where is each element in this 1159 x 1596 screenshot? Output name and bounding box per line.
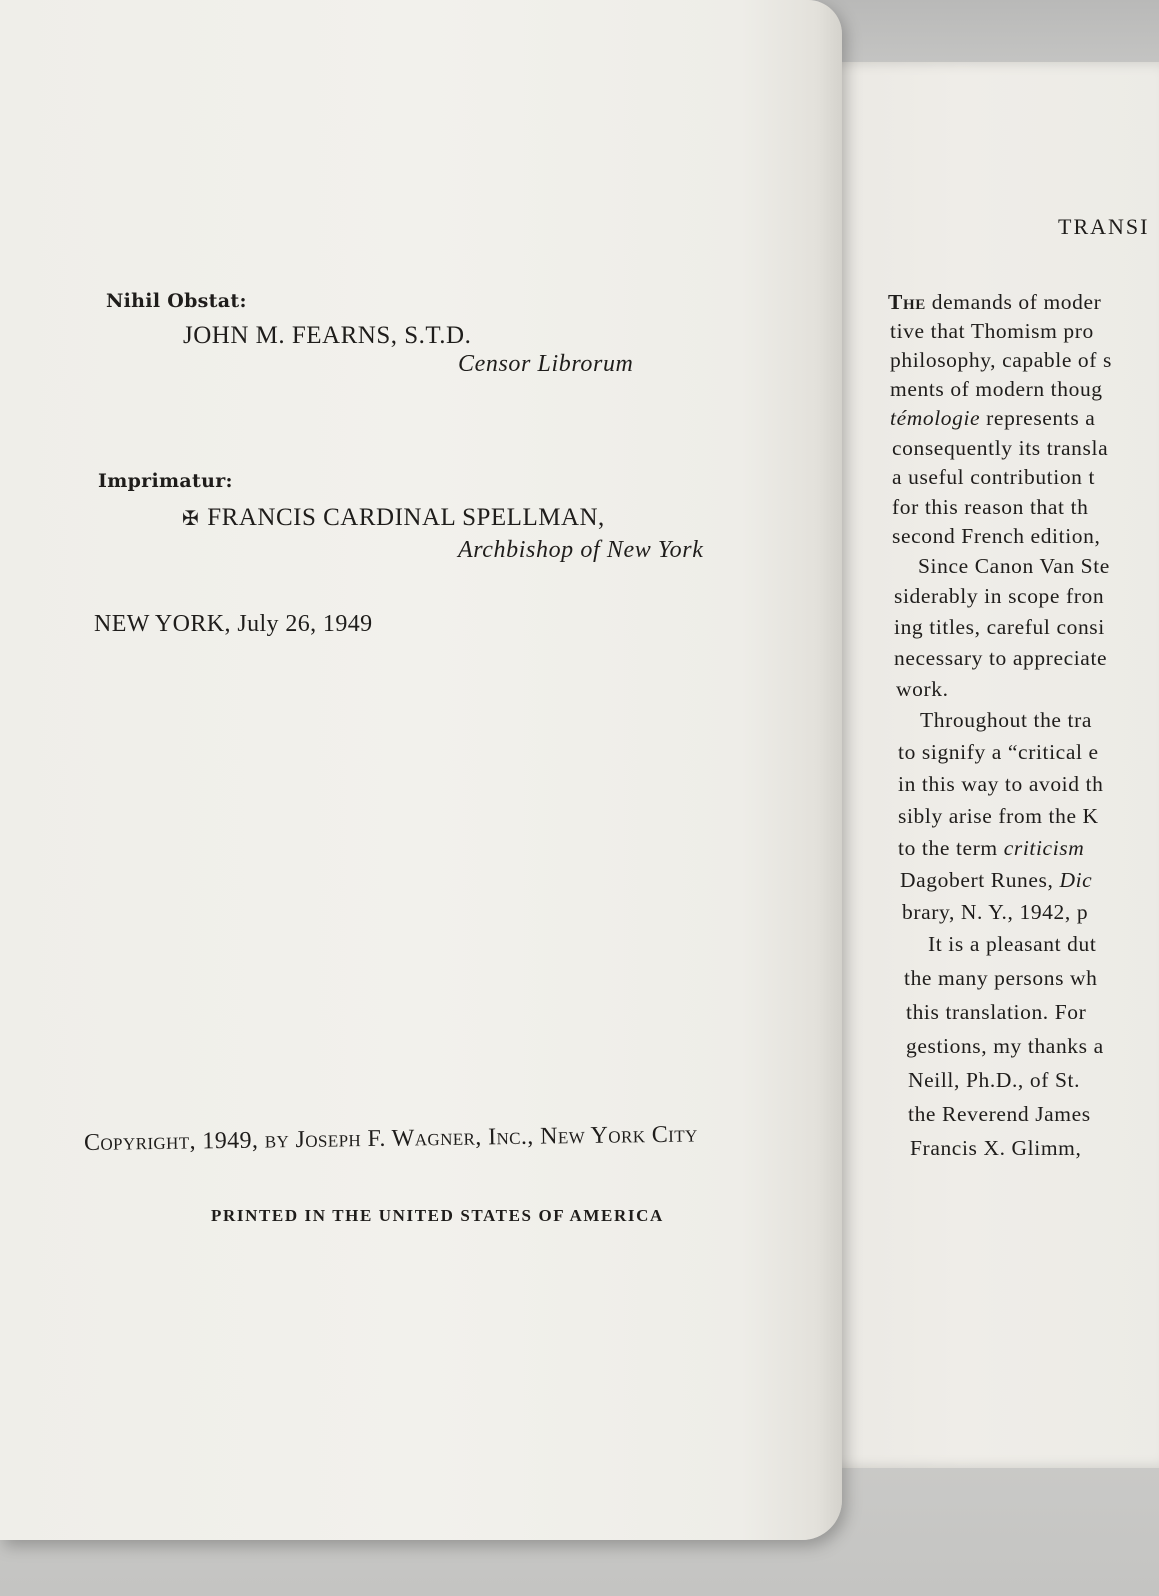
line-text: sibly arise from the K bbox=[898, 804, 1099, 828]
drop-lead-word: The bbox=[888, 290, 926, 314]
italic-term: criticism bbox=[1003, 836, 1085, 860]
imprimatur-label: Imprimatur: bbox=[98, 470, 233, 492]
right-page-text-line bbox=[890, 319, 1094, 344]
copyright-line: Copyright, 1949, by Joseph F. Wagner, Inc., New York City bbox=[83, 1121, 698, 1156]
right-page-text-line bbox=[902, 900, 1088, 925]
line-text: in this way to avoid th bbox=[898, 772, 1104, 796]
line-text: second French edition, bbox=[892, 524, 1101, 548]
line-text: Francis X. Glimm, bbox=[910, 1136, 1082, 1160]
right-page-text-line bbox=[892, 465, 1095, 490]
line-text: to signify a “critical e bbox=[898, 740, 1099, 764]
line-text: this translation. For bbox=[906, 1000, 1087, 1024]
nihil-obstat-label: Nihil Obstat: bbox=[106, 290, 247, 312]
line-text: Throughout the tra bbox=[920, 708, 1093, 732]
right-page-text-line bbox=[892, 495, 1089, 520]
archbishop-name: FRANCIS CARDINAL SPELLMAN, bbox=[207, 504, 605, 531]
right-page-text bbox=[815, 62, 1159, 1468]
right-page-text-line bbox=[908, 1068, 1080, 1093]
right-page-text-line bbox=[888, 290, 1101, 315]
right-page-text-line bbox=[894, 646, 1107, 671]
right-page-text-line bbox=[908, 1102, 1091, 1127]
right-page-text-line bbox=[896, 677, 949, 702]
line-text: ments of modern thoug bbox=[890, 377, 1103, 401]
right-page-text-line bbox=[904, 966, 1098, 991]
line-text: gestions, my thanks a bbox=[906, 1034, 1104, 1058]
censor-title: Censor Librorum bbox=[458, 351, 634, 377]
right-page-heading: TRANSI bbox=[1058, 214, 1150, 239]
right-page-text-line bbox=[894, 584, 1104, 609]
archbishop-line bbox=[182, 504, 605, 532]
right-page-text-line bbox=[906, 1034, 1104, 1059]
line-text: the Reverend James bbox=[908, 1102, 1091, 1126]
right-page-text-line bbox=[920, 708, 1092, 733]
line-text: the many persons wh bbox=[904, 966, 1098, 990]
right-page-text-line bbox=[890, 377, 1103, 402]
right-page-text-line bbox=[898, 772, 1104, 797]
line-text: to the term bbox=[898, 836, 1004, 860]
printed-in-line: PRINTED IN THE UNITED STATES OF AMERICA bbox=[211, 1206, 664, 1225]
line-text: philosophy, capable of s bbox=[890, 348, 1112, 372]
line-text: a useful contribution t bbox=[892, 465, 1096, 489]
cross-icon: ✠ bbox=[182, 508, 200, 530]
italic-term: témologie bbox=[890, 406, 981, 430]
archbishop-title: Archbishop of New York bbox=[458, 537, 704, 563]
right-page-text-line bbox=[898, 836, 1084, 861]
line-text: work. bbox=[896, 677, 949, 701]
right-page-text-line bbox=[898, 804, 1099, 829]
line-text: siderably in scope fron bbox=[894, 584, 1105, 608]
date-line: NEW YORK, July 26, 1949 bbox=[94, 611, 373, 637]
line-text: consequently its transla bbox=[892, 436, 1109, 460]
right-page-text-line bbox=[900, 868, 1092, 893]
italic-term: Dic bbox=[1059, 868, 1093, 892]
right-page-text-line bbox=[890, 406, 1095, 431]
line-text: tive that Thomism pro bbox=[890, 319, 1094, 343]
right-page-text-line bbox=[910, 1136, 1081, 1161]
line-text: demands of moder bbox=[925, 290, 1102, 314]
line-text: necessary to appreciate bbox=[894, 646, 1108, 670]
right-page-text-line bbox=[894, 615, 1105, 640]
right-page-text-line bbox=[928, 932, 1096, 957]
right-page-text-line bbox=[890, 348, 1112, 373]
right-page-text-line bbox=[906, 1000, 1086, 1025]
line-text: It is a pleasant dut bbox=[928, 932, 1097, 956]
right-page-text-line bbox=[892, 524, 1100, 549]
right-page-text-line bbox=[898, 740, 1099, 765]
line-text: ing titles, careful consi bbox=[894, 615, 1105, 639]
line-text: represents a bbox=[980, 406, 1096, 430]
line-text: Since Canon Van Ste bbox=[918, 554, 1110, 578]
line-text: Neill, Ph.D., of St. bbox=[908, 1068, 1081, 1092]
censor-name: JOHN M. FEARNS, S.T.D. bbox=[183, 322, 472, 349]
line-text: brary, N. Y., 1942, p bbox=[902, 900, 1089, 924]
line-text: for this reason that th bbox=[892, 495, 1089, 519]
right-page-text-line bbox=[918, 554, 1110, 579]
right-page-text-line bbox=[892, 436, 1108, 461]
line-text: Dagobert Runes, bbox=[900, 868, 1060, 892]
